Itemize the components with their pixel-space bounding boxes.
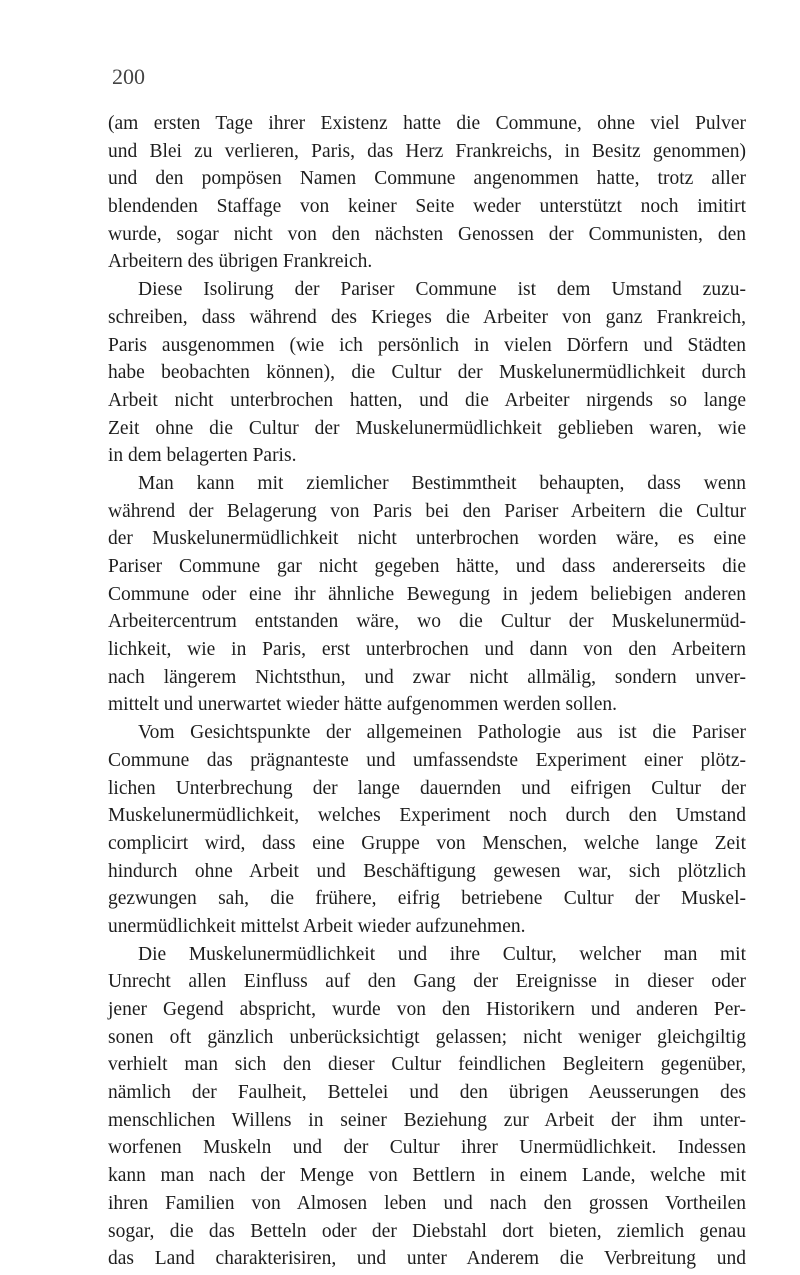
text-line: der Muskelunermüdlichkeit nicht unterbrochen worden wäre, es eine bbox=[108, 528, 746, 550]
text-line: ihren Familien von Almosen leben und nach den grossen Vortheilen bbox=[108, 1192, 746, 1214]
text-line: schreiben, dass während des Krieges die Arbeiter von ganz Frankreich, bbox=[108, 306, 746, 328]
text-line: gezwungen sah, die frühere, eifrig betriebene Cultur der Muskel- bbox=[108, 888, 746, 910]
text-line: Arbeit nicht unterbrochen hatten, und die Arbeiter nirgends so lange bbox=[108, 389, 746, 411]
text-line: lichen Unterbrechung der lange dauernden und eifrigen Cultur der bbox=[108, 777, 746, 799]
text-line: blendenden Staffage von keiner Seite weder unterstützt noch imitirt bbox=[108, 196, 746, 218]
text-line: Commune oder eine ihr ähnliche Bewegung in jedem beliebigen anderen bbox=[108, 583, 746, 605]
text-line: Zeit ohne die Cultur der Muskelunermüdlichkeit geblieben waren, wie bbox=[108, 417, 746, 439]
text-line: nämlich der Faulheit, Bettelei und den übrigen Aeusserungen des bbox=[108, 1082, 746, 1104]
text-line: nach längerem Nichtsthun, und zwar nicht allmälig, sondern unver- bbox=[108, 666, 746, 688]
text-line: worfenen Muskeln und der Cultur ihrer Unermüdlichkeit. Indessen bbox=[108, 1137, 746, 1159]
text-line: sogar, die das Betteln oder der Diebstahl dort bieten, ziemlich genau bbox=[108, 1220, 746, 1242]
text-line: jener Gegend abspricht, wurde von den Historikern und anderen Per- bbox=[108, 999, 746, 1020]
text-line: und Blei zu verlieren, Paris, das Herz Frankreichs, in Besitz genommen) bbox=[108, 140, 746, 162]
text-line: Muskelunermüdlichkeit, welches Experiment noch durch den Umstand bbox=[108, 805, 746, 827]
text-line: Unrecht allen Einfluss auf den Gang der Ereignisse in dieser oder bbox=[108, 971, 746, 993]
text-line: und den pompösen Namen Commune angenommen hatte, trotz aller bbox=[108, 168, 746, 190]
text-line: unermüdlichkeit mittelst Arbeit wieder aufzunehmen. bbox=[108, 915, 526, 937]
text-line: hindurch ohne Arbeit und Beschäftigung gewesen war, sich plötzlich bbox=[108, 860, 746, 882]
text-line: Commune das prägnanteste und umfassendste Experiment einer plötz- bbox=[108, 749, 746, 771]
text-line: Vom Gesichtspunkte der allgemeinen Pathologie aus ist die Pariser bbox=[138, 722, 746, 744]
text-line: Die Muskelunermüdlichkeit und ihre Cultur, welcher man mit bbox=[138, 943, 746, 965]
text-line: während der Belagerung von Paris bei den Pariser Arbeitern die Cultur bbox=[108, 500, 746, 522]
paragraph bbox=[108, 110, 746, 276]
text-line: complicirt wird, dass eine Gruppe von Menschen, welche lange Zeit bbox=[108, 832, 746, 854]
text-line: wurde, sogar nicht von den nächsten Genossen der Communisten, den bbox=[108, 223, 746, 245]
text-line: in dem belagerten Paris. bbox=[108, 445, 297, 467]
text-line: sonen oft gänzlich unberücksichtigt gelassen; nicht weniger gleichgiltig bbox=[108, 1026, 746, 1048]
paragraph bbox=[108, 470, 746, 719]
paragraph bbox=[108, 276, 746, 470]
text-line: kann man nach der Menge von Bettlern in einem Lande, welche mit bbox=[108, 1165, 746, 1187]
text-line: Arbeitercentrum entstanden wäre, wo die Cultur der Muskelunermüd- bbox=[108, 611, 746, 633]
paragraph bbox=[108, 941, 746, 1273]
paragraph bbox=[108, 719, 746, 941]
text-line: Diese Isolirung der Pariser Commune ist dem Umstand zuzu- bbox=[138, 279, 746, 301]
text-line: mittelt und unerwartet wieder hätte aufgenommen werden sollen. bbox=[108, 694, 617, 716]
text-line: lichkeit, wie in Paris, erst unterbrochen und dann von den Arbeitern bbox=[108, 639, 746, 661]
text-line: habe beobachten können), die Cultur der Muskelunermüdlichkeit durch bbox=[108, 362, 746, 384]
text-line: menschlichen Willens in seiner Beziehung zur Arbeit der ihm unter- bbox=[108, 1109, 746, 1131]
text-line: Arbeitern des übrigen Frankreich. bbox=[108, 251, 373, 273]
text-line: (am ersten Tage ihrer Existenz hatte die Commune, ohne viel Pulver bbox=[108, 113, 746, 134]
text-line: Man kann mit ziemlicher Bestimmtheit behaupten, dass wenn bbox=[138, 472, 746, 494]
page-number: 200 bbox=[112, 64, 145, 89]
text-line: Pariser Commune gar nicht gegeben hätte, und dass andererseits die bbox=[108, 556, 746, 577]
text-line: verhielt man sich den dieser Cultur feindlichen Begleitern gegenüber, bbox=[108, 1054, 746, 1076]
text-line: Paris ausgenommen (wie ich persönlich in vielen Dörfern und Städten bbox=[108, 334, 746, 356]
text-line: das Land charakterisiren, und unter Anderem die Verbreitung und bbox=[108, 1248, 746, 1270]
body-text bbox=[108, 110, 746, 1273]
